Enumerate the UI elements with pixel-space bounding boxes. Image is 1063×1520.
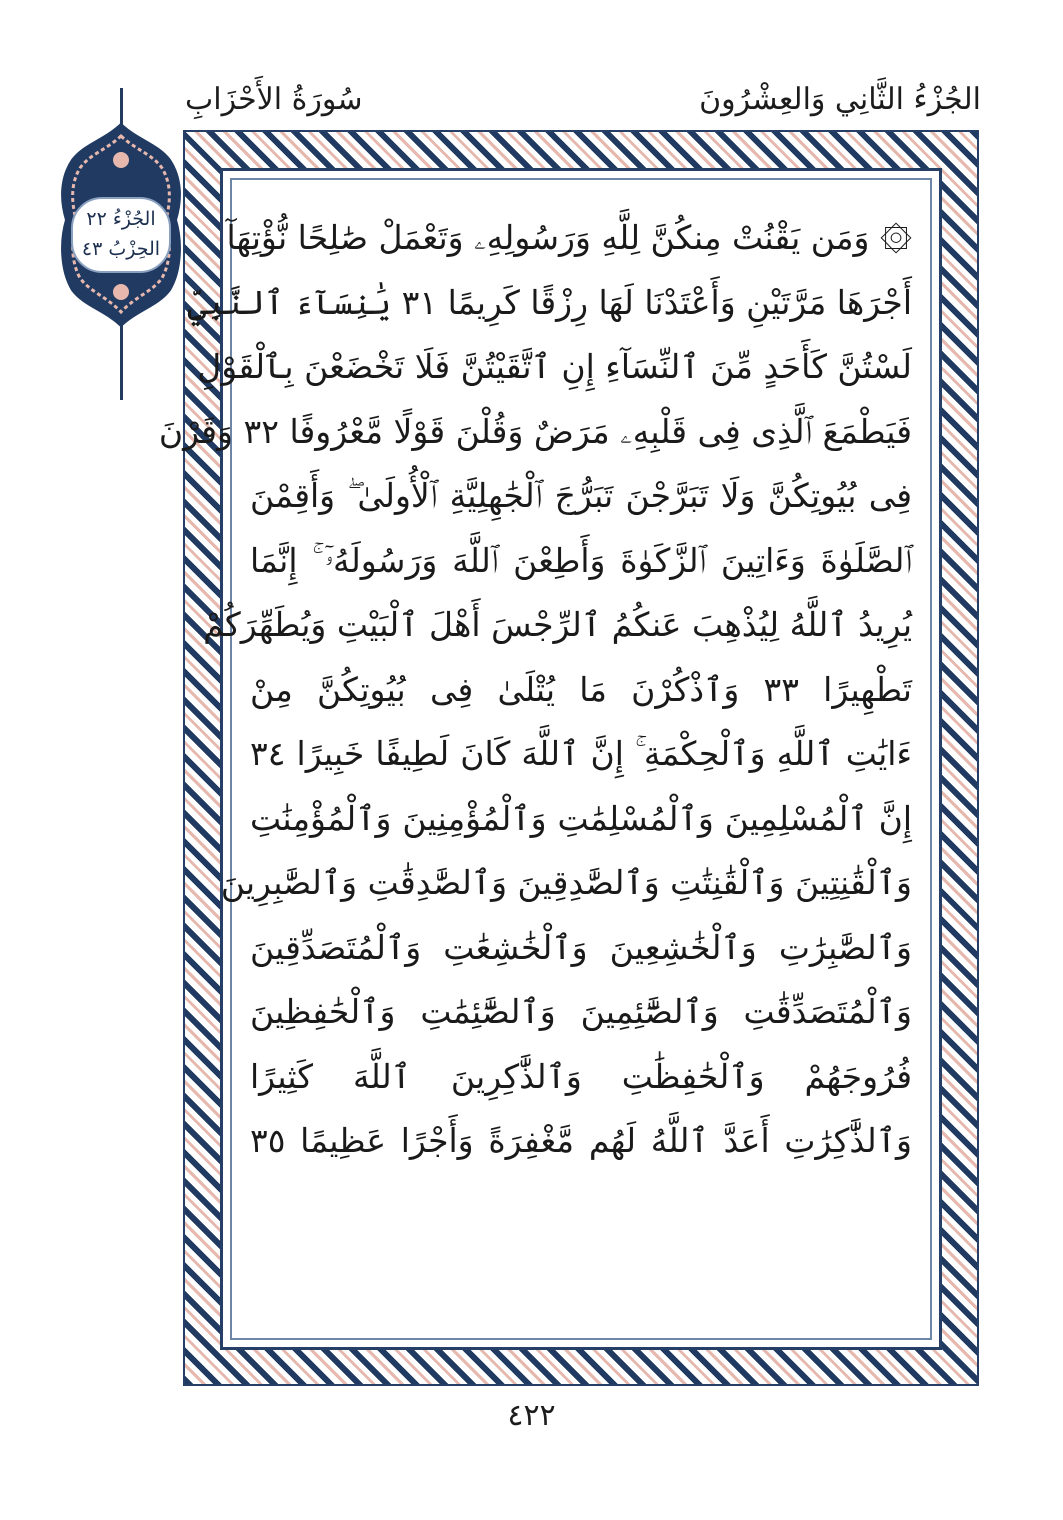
text-line: وَٱلْقَٰنِتِينَ وَٱلْقَٰنِتَٰتِ وَٱلصَّٰدِقِينَ وَٱلصَّٰدِقَٰتِ وَٱلصَّٰبِرِينَ bbox=[220, 863, 912, 902]
text-line: يُرِيدُ ٱللَّهُ لِيُذْهِبَ عَنكُمُ ٱلرِّجْسَ أَهْلَ ٱلْبَيْتِ وَيُطَهِّرَكُمْ bbox=[203, 605, 912, 644]
juz-hizb-medallion bbox=[58, 120, 184, 330]
text-line: فَيَطْمَعَ ٱلَّذِى فِى قَلْبِهِۦ مَرَضٌ وَقُلْنَ قَوْلًا مَّعْرُوفًا ٣٢ وَقَرْنَ bbox=[158, 411, 912, 451]
juz-title: الجُزْءُ الثَّانِي وَالعِشْرُونَ bbox=[699, 82, 981, 117]
text-line: ٱلصَّلَوٰةَ وَءَاتِينَ ٱلزَّكَوٰةَ وَأَطِعْنَ ٱللَّهَ وَرَسُولَهُۥٓ ۚ إِنَّمَا bbox=[250, 540, 912, 580]
text-line: إِنَّ ٱلْمُسْلِمِينَ وَٱلْمُسْلِمَٰتِ وَٱلْمُؤْمِنِينَ وَٱلْمُؤْمِنَٰتِ bbox=[250, 798, 912, 838]
text-line: ءَايَٰتِ ٱللَّهِ وَٱلْحِكْمَةِ ۚ إِنَّ ٱللَّهَ كَانَ لَطِيفًا خَبِيرًا ٣٤ bbox=[250, 734, 912, 773]
page-number: ٤٢٢ bbox=[507, 1398, 556, 1433]
text-line: وَٱلصَّٰبِرَٰتِ وَٱلْخَٰشِعِينَ وَٱلْخَٰشِعَٰتِ وَٱلْمُتَصَدِّقِينَ bbox=[250, 927, 912, 967]
text-line: لَسْتُنَّ كَأَحَدٍ مِّنَ ٱلنِّسَآءِ إِنِ ٱتَّقَيْتُنَّ فَلَا تَخْضَعْنَ بِٱلْقَوْلِ bbox=[197, 347, 912, 386]
quran-text bbox=[158, 206, 912, 1174]
text-line: ۞ وَمَن يَقْنُتْ مِنكُنَّ لِلَّهِ وَرَسُولِهِۦ وَتَعْمَلْ صَٰلِحًا نُّؤْتِهَآ bbox=[226, 218, 912, 257]
text-line: تَطْهِيرًا ٣٣ وَٱذْكُرْنَ مَا يُتْلَىٰ فِى بُيُوتِكُنَّ مِنْ bbox=[250, 669, 912, 709]
hizb-number: الحِزْبُ ٤٣ bbox=[81, 238, 161, 260]
text-line: وَٱلْمُتَصَدِّقَٰتِ وَٱلصَّٰٓئِمِينَ وَٱلصَّٰٓئِمَٰتِ وَٱلْحَٰفِظِينَ bbox=[250, 992, 912, 1031]
text-line: فُرُوجَهُمْ وَٱلْحَٰفِظَٰتِ وَٱلذَّٰكِرِينَ ٱللَّهَ كَثِيرًا bbox=[250, 1056, 912, 1096]
text-line: أَجْرَهَا مَرَّتَيْنِ وَأَعْتَدْنَا لَهَا رِزْقًا كَرِيمًا ٣١ يَٰنِسَآءَ ٱلنَّبِيِّ bbox=[187, 282, 912, 322]
text-line: فِى بُيُوتِكُنَّ وَلَا تَبَرَّجْنَ تَبَرُّجَ ٱلْجَٰهِلِيَّةِ ٱلْأُولَىٰ ۖ وَأَقِمْنَ bbox=[250, 476, 912, 515]
juz-number: الجُزْءُ ٢٢ bbox=[86, 208, 156, 230]
surah-title: سُورَةُ الأَحْزَابِ bbox=[185, 82, 363, 117]
text-line: وَٱلذَّٰكِرَٰتِ أَعَدَّ ٱللَّهُ لَهُم مَّغْفِرَةً وَأَجْرًا عَظِيمًا ٣٥ bbox=[250, 1121, 912, 1160]
